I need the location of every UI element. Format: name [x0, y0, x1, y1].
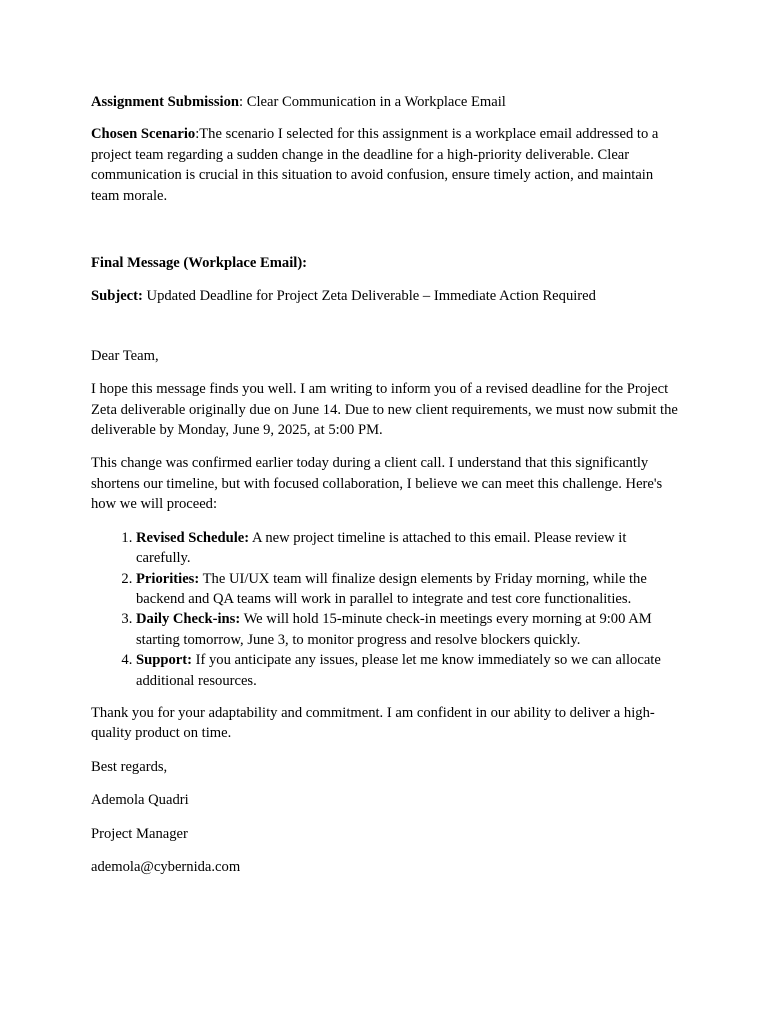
signature-title: Project Manager: [91, 825, 188, 842]
assignment-label: Assignment Submission: [91, 94, 240, 110]
subject-label: Subject:: [91, 288, 143, 305]
step-text: A new project timeline is attached to this email. Please review it carefully.: [136, 529, 627, 567]
step-text: The UI/UX team will finalize design elements by Friday morning, while the backend and QA teams will work in parallel to integrate and test core functionalities.: [136, 570, 647, 607]
email-greeting: Dear Team,: [91, 347, 159, 364]
assignment-text: : Clear Communication in a Workplace Email: [239, 94, 506, 110]
list-item: [136, 528, 682, 569]
signature-name: Ademola Quadri: [91, 792, 189, 809]
email-subject: [91, 286, 682, 306]
closing-paragraph: Thank you for your adaptability and commitment. I am confident in our ability to deliver a high-quality product on time.: [91, 704, 655, 742]
chosen-scenario: [91, 124, 682, 206]
assignment-title: [91, 92, 682, 112]
list-item: [136, 569, 682, 610]
scenario-label: Chosen Scenario: [91, 126, 196, 143]
sign-off: Best regards,: [91, 758, 168, 775]
step-label: Support:: [136, 652, 192, 669]
step-text: If you anticipate any issues, please let me know immediately so we can allocate additional resources.: [136, 652, 661, 689]
final-message-heading: Final Message (Workplace Email):: [91, 255, 308, 272]
email-paragraph-1: I hope this message finds you well. I am writing to inform you of a revised deadline for the Project Zeta deliverable originally due on June 14. Due to new client requirements, we must now submit the deliverable by Monday, June 9, 2025, at 5:00 PM.: [91, 381, 678, 439]
scenario-text: :The scenario I selected for this assignment is a workplace email addressed to a project team regarding a sudden change in the deadline for a high-priority deliverable. Clear communication is crucial in this situation to avoid confusion, ensure timely action, and maintain team morale.: [91, 126, 659, 204]
email-paragraph-2: This change was confirmed earlier today during a client call. I understand that this significantly shortens our timeline, but with focused collaboration, I believe we can meet this challenge. Here's how we will proceed:: [91, 455, 663, 513]
action-steps-list: [91, 528, 682, 691]
step-text: We will hold 15-minute check-in meetings every morning at 9:00 AM starting tomorrow, June 3, to monitor progress and resolve blockers quickly.: [136, 611, 652, 648]
step-label: Daily Check-ins:: [136, 611, 241, 628]
step-label: Revised Schedule:: [136, 529, 250, 546]
subject-text: Updated Deadline for Project Zeta Deliverable – Immediate Action Required: [142, 288, 596, 305]
step-label: Priorities:: [136, 570, 200, 587]
list-item: [136, 609, 682, 650]
list-item: [136, 650, 682, 691]
signature-email: ademola@cybernida.com: [91, 858, 241, 875]
